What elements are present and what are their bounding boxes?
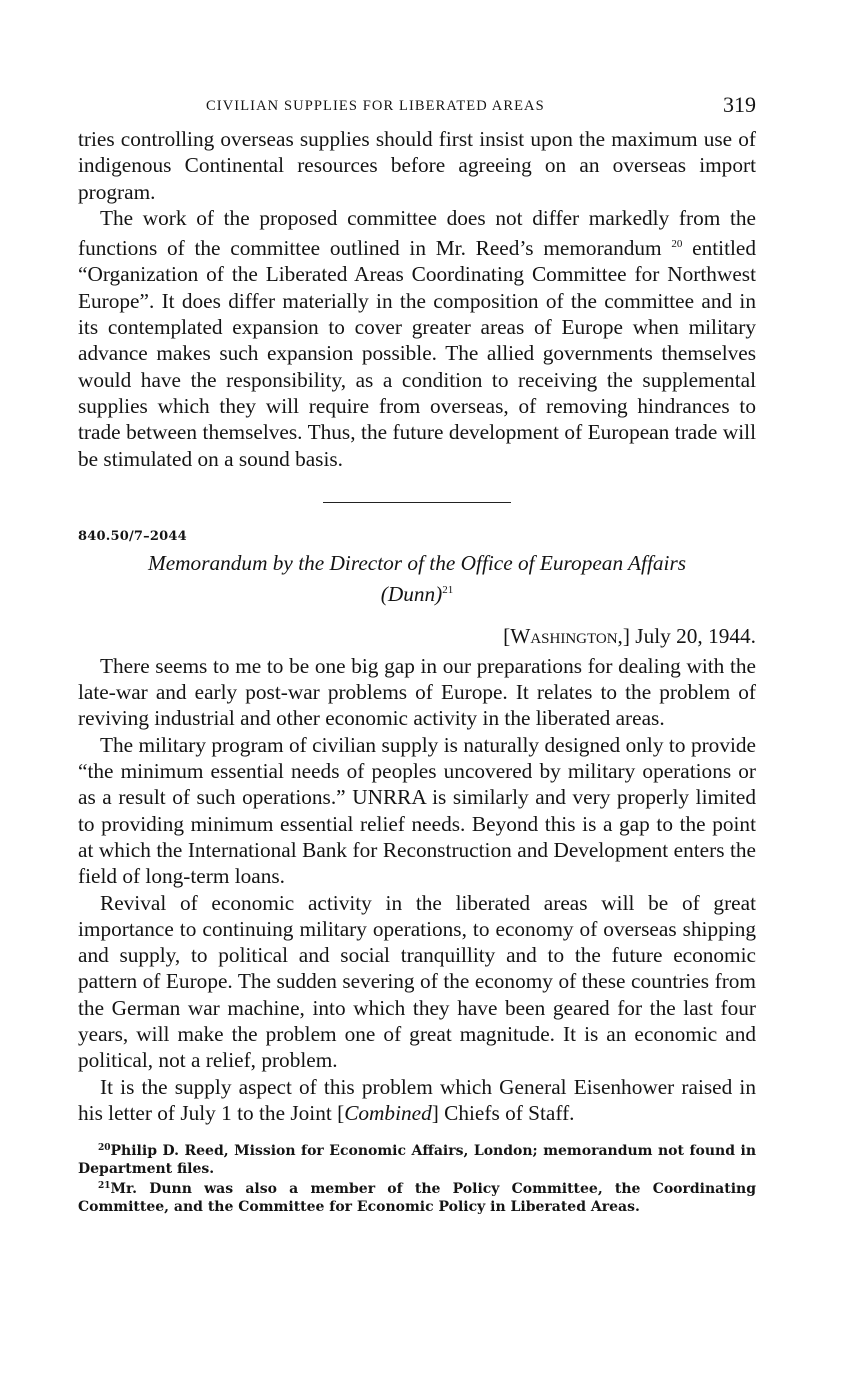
footnote-ref-21: 21: [442, 583, 454, 596]
paragraph-continued: tries controlling overseas supplies should first insist upon the maximum use of indigenous Continental resources before agreeing on an overseas import program.: [78, 127, 756, 204]
running-header: [78, 92, 756, 126]
paragraph-text: entitled “Organization of the Liberated Areas Coordinating Committee for Northwest Europe”. It does differ materially in the composition of the committee and in its contemplated expansion to cover greater areas of Europe when military advance makes such expansion possible. The allied governments themselves would have the responsibility, as a condition to receiving the supplemental supplies which they will require from overseas, of removing hindrances to trade between themselves. Thus, the future development of European trade will be stimulated on a sound basis.: [78, 236, 757, 471]
paragraph-committee: [78, 205, 756, 472]
paragraph-military-program: The military program of civilian supply is naturally designed only to provide “the minimum essential needs of peoples uncovered by military operations or as a result of such operations.” UNRRA is similarly and very properly limited to providing minimum essential relief needs. Beyond this is a gap to the point at which the International Bank for Reconstruction and Development enters the field of long-term loans.: [78, 732, 756, 889]
dateline-date: July 20, 1944.: [635, 623, 756, 648]
footnote-text: Mr. Dunn was also a member of the Policy Committee, the Coordinating Committee, and the Committee for Economic Policy in Liberated Areas.: [78, 1181, 756, 1215]
footnote-21: [78, 1178, 756, 1216]
paragraph-text: It is the supply aspect of this problem which General Eisenhower raised in his letter of July 1 to the Joint [: [78, 1074, 756, 1125]
body-text-top: [78, 126, 756, 472]
footnote-text: Philip D. Reed, Mission for Economic Affairs, London; memorandum not found in Department files.: [78, 1143, 756, 1177]
dateline-place: Washington,: [510, 623, 623, 648]
paragraph-text: ] Chiefs of Staff.: [431, 1100, 575, 1125]
document-page: [78, 92, 756, 1216]
italic-combined: Combined: [344, 1100, 432, 1125]
running-title: CIVILIAN SUPPLIES FOR LIBERATED AREAS: [206, 98, 545, 114]
footnote-number: 21: [98, 1181, 111, 1192]
section-divider: [323, 502, 511, 503]
page-number: 319: [723, 92, 756, 117]
footnote-ref-20: 20: [671, 238, 683, 251]
bracket-open: [: [503, 623, 511, 648]
footnote-20: [78, 1140, 756, 1178]
document-title-line-1: Memorandum by the Director of the Office of European Affairs: [147, 550, 687, 575]
dateline: [78, 624, 756, 649]
document-title-line-2: (Dunn): [380, 581, 443, 606]
paragraph-text: The work of the proposed committee does not differ markedly from the functions of the committee outlined in Mr. Reed’s memorandum: [78, 205, 756, 261]
footnotes: [78, 1140, 756, 1216]
footnote-number: 20: [98, 1143, 111, 1154]
paragraph-supply-aspect: [78, 1074, 756, 1127]
file-number: 840.50/7–2044: [78, 528, 187, 544]
memorandum-body: [78, 653, 756, 1126]
bracket-close: ]: [622, 623, 630, 648]
paragraph-gap: There seems to me to be one big gap in our preparations for dealing with the late-war and early post-war problems of Europe. It relates to the problem of reviving industrial and other economic activity in the liberated areas.: [78, 653, 756, 731]
paragraph-revival: Revival of economic activity in the liberated areas will be of great importance to continuing military operations, to economy of overseas shipping and supply, to political and social tranquillity and to the future economic pattern of Europe. The sudden severing of the economy of these countries from the German war machine, into which they have been geared for the last four years, will make the problem one of great magnitude. It is an economic and political, not a relief, problem.: [78, 890, 756, 1073]
document-title: [78, 550, 756, 608]
